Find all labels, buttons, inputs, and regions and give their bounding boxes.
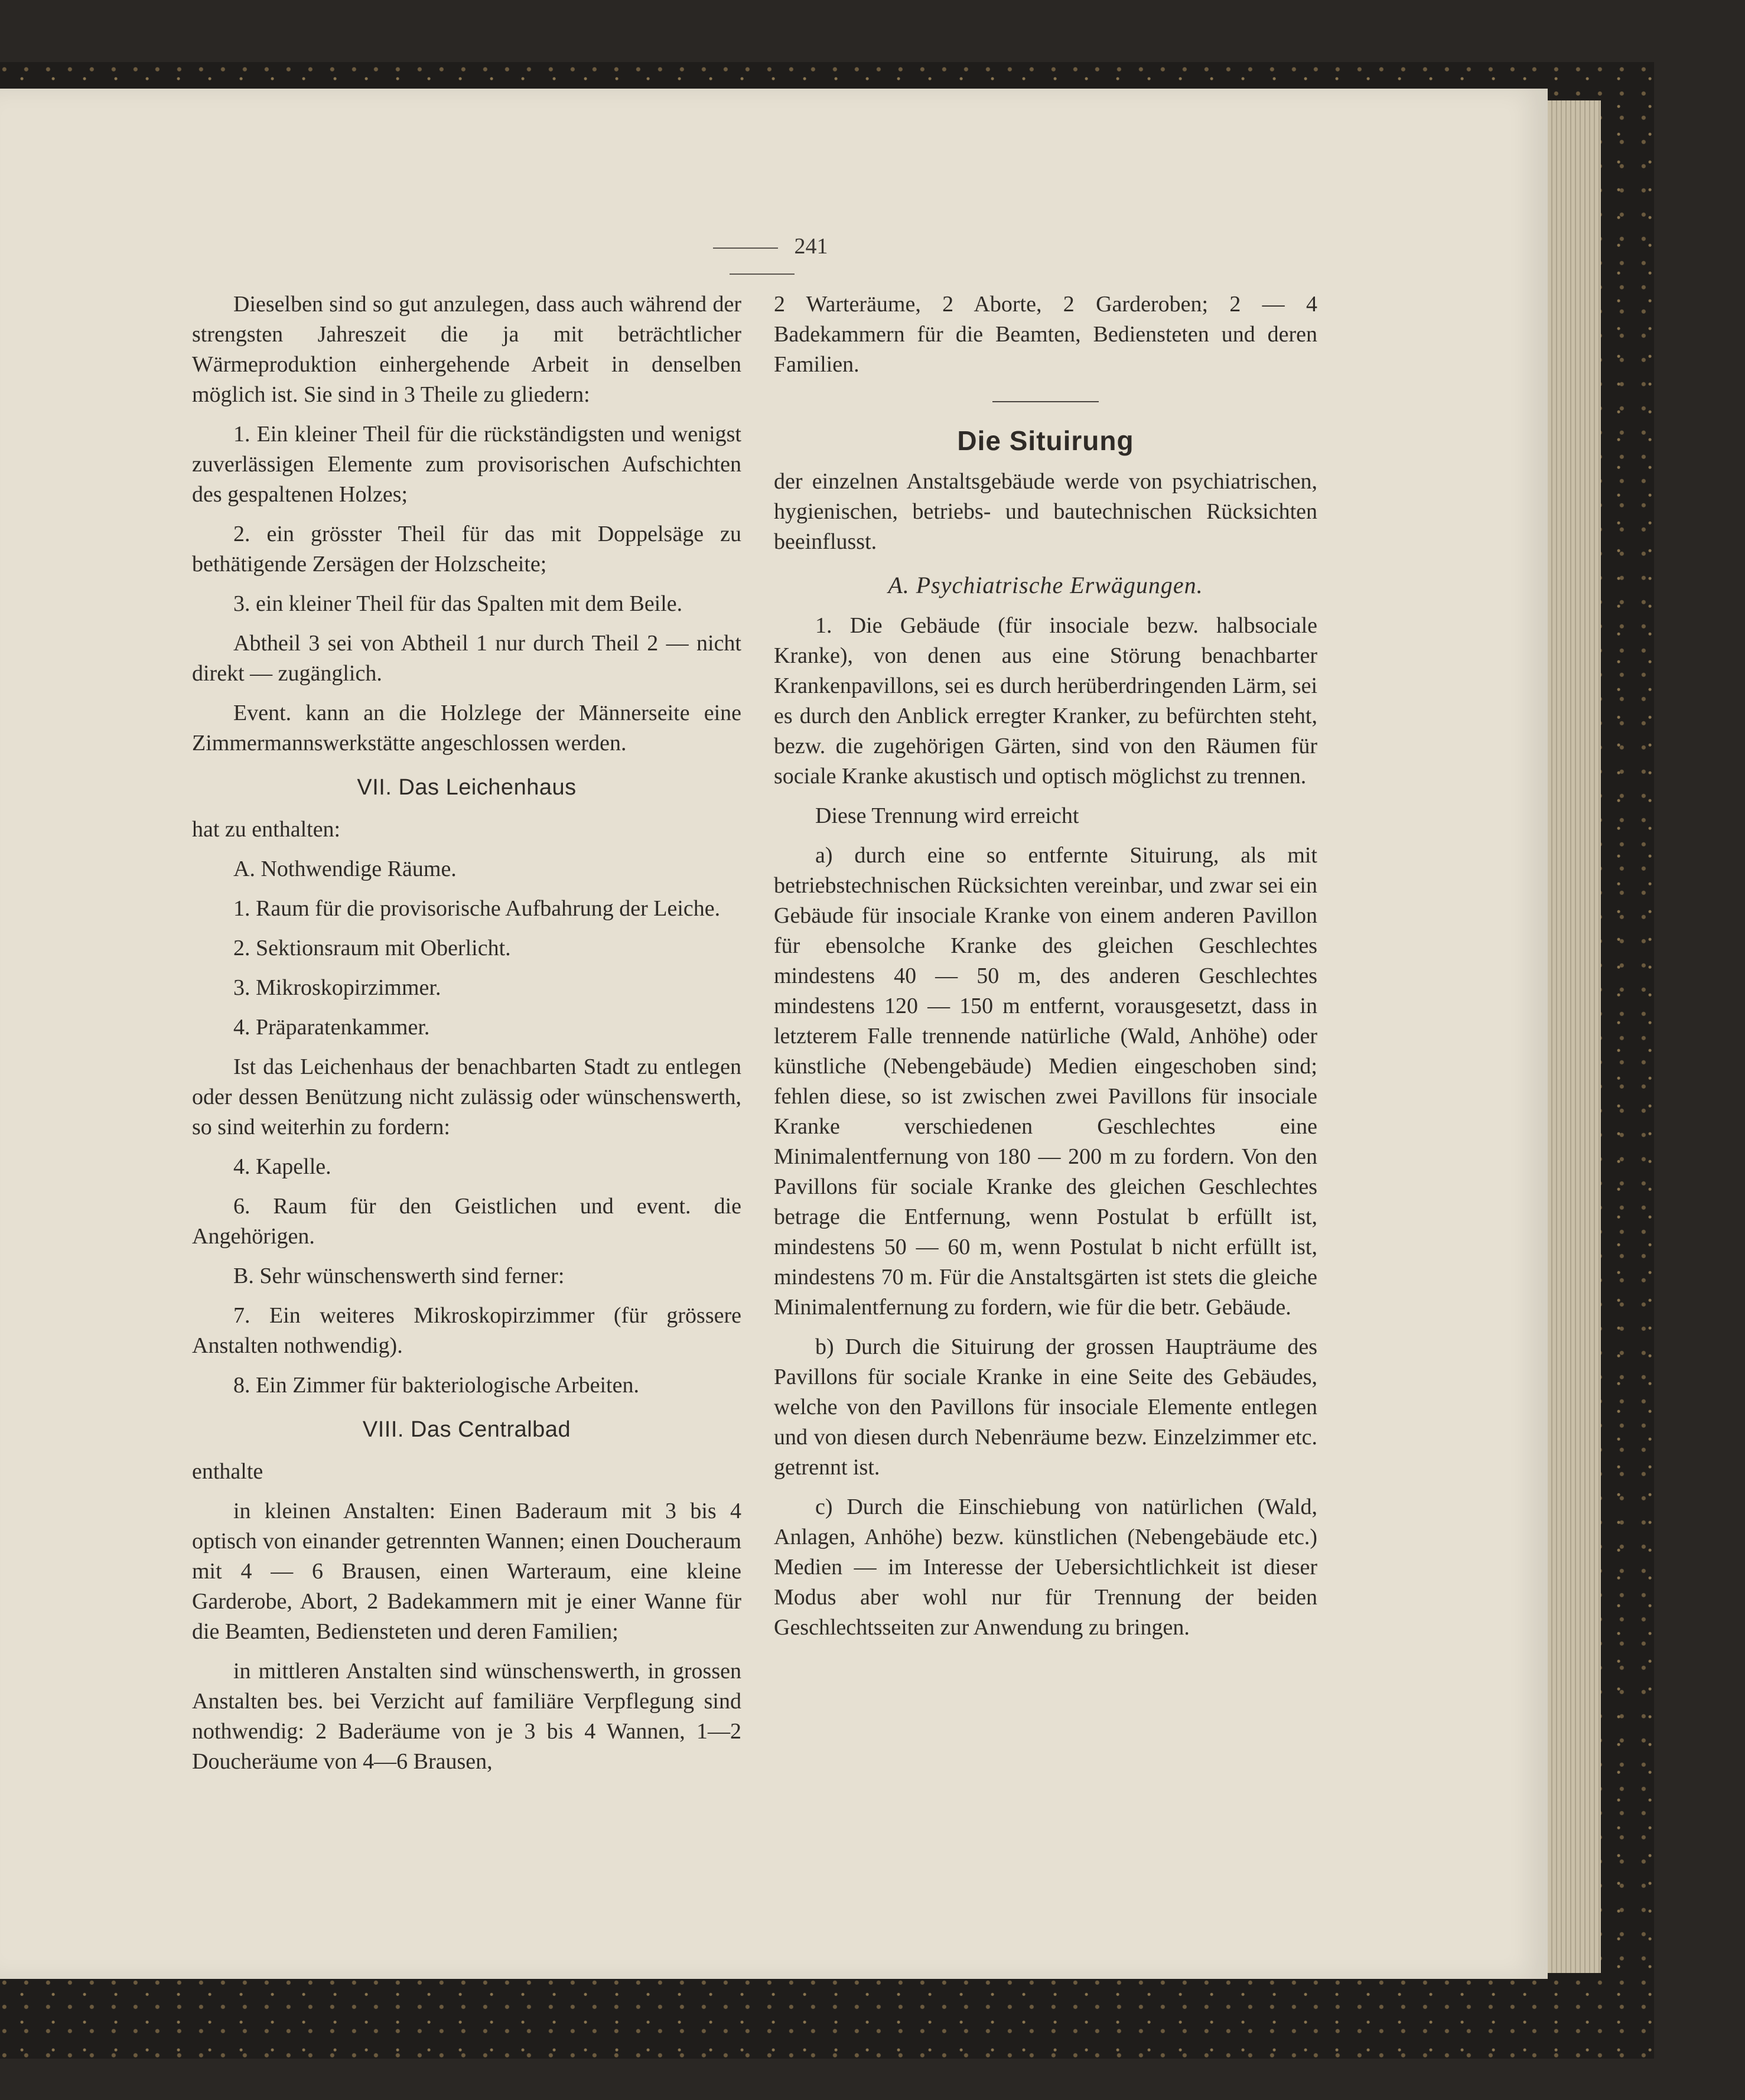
left-column (192, 289, 741, 1786)
paragraph: enthalte (192, 1459, 263, 1484)
list-item: 4. Präparatenkammer. (233, 1015, 430, 1040)
section-separator (992, 401, 1099, 402)
subsection-heading: A. Psychiatrische Erwägungen. (888, 572, 1203, 598)
paragraph: Dieselben sind so gut anzulegen, dass auch während der strengsten Jahreszeit die ja mit beträchtlicher Wärmeproduktion einhergehende Arbeit in denselben möglich ist. Sie sind in 3 Theile zu gliedern: (192, 292, 741, 407)
paragraph: der einzelnen Anstaltsgebäude werde von psychiatrischen, hygienischen, betriebs- und bautechnischen Rücksichten beeinflusst. (774, 469, 1317, 554)
paragraph: Abtheil 3 sei von Abtheil 1 nur durch Theil 2 — nicht direkt — zugänglich. (192, 631, 741, 686)
list-item: 7. Ein weiteres Mikroskopirzimmer (für grössere Anstalten nothwendig). (192, 1303, 741, 1358)
paragraph: 2 Warteräume, 2 Aborte, 2 Garderoben; 2 — 4 Badekammern für die Beamten, Bediensteten und deren Familien. (774, 292, 1317, 377)
page-number: 241 (794, 234, 828, 259)
list-item: b) Durch die Situirung der grossen Haupträume des Pavillons für sociale Kranke in eine Seite des Gebäudes, welche von den Pavillons für insociale Elemente entlegen und von diesen durch Nebenräume bezw. Einzelzimmer etc. getrennt ist. (774, 1334, 1317, 1480)
list-item: 2. Sektionsraum mit Oberlicht. (233, 936, 511, 961)
list-item: 1. Ein kleiner Theil für die rückständigsten und wenigst zuverlässigen Elemente zum provisorischen Aufschichten des gespaltenen Holzes; (192, 422, 741, 507)
section-heading-viii: VIII. Das Centralbad (362, 1417, 571, 1442)
section-heading-vii: VII. Das Leichenhaus (357, 775, 577, 800)
paragraph: 1. Die Gebäude (für insociale bezw. halbsociale Kranke), von denen aus eine Störung benachbarter Krankenpavillons, sei es durch herüberdringenden Lärm, sei es durch den Anblick erregter Kranker, zu befürchten steht, bezw. die zugehörigen Gärten, sind von den Räumen für sociale Kranke akustisch und optisch möglichst zu trennen. (774, 613, 1317, 789)
paragraph: in mittleren Anstalten sind wünschenswerth, in grossen Anstalten bes. bei Verzicht auf familiäre Verpflegung sind nothwendig: 2 Baderäume von je 3 bis 4 Wannen, 1—2 Doucheräume von 4—6 Brausen, (192, 1659, 741, 1774)
list-item: 1. Raum für die provisorische Aufbahrung der Leiche. (233, 896, 721, 921)
list-item: 3. Mikroskopirzimmer. (233, 975, 441, 1000)
list-item: c) Durch die Einschiebung von natürlichen (Wald, Anlagen, Anhöhe) bezw. künstlichen (Nebengebäude etc.) Medien — im Interesse der Uebersichtlichkeit ist dieser Modus aber wohl nur für Trennung der beiden Geschlechtsseiten zur Anwendung zu bringen. (774, 1495, 1317, 1640)
right-column (774, 289, 1317, 1652)
header-rule-left (713, 248, 778, 249)
list-item: 2. ein grösster Theil für das mit Doppelsäge zu bethätigende Zersägen der Holzscheite; (192, 522, 741, 577)
paragraph: in kleinen Anstalten: Einen Baderaum mit 3 bis 4 optisch von einander getrennten Wannen; einen Doucheraum mit 4 — 6 Brausen, einen Warteraum, eine kleine Garderobe, Abort, 2 Badekammern mit je einer Wanne für die Beamten, Bediensteten und deren Familien; (192, 1499, 741, 1644)
subheading: A. Nothwendige Räume. (233, 857, 457, 881)
list-item: 6. Raum für den Geistlichen und event. die Angehörigen. (192, 1194, 741, 1249)
page-header (650, 233, 874, 285)
subheading: B. Sehr wünschenswerth sind ferner: (233, 1264, 565, 1288)
header-rule-right (730, 274, 795, 275)
paragraph: Event. kann an die Holzlege der Männerseite eine Zimmermannswerkstätte angeschlossen werden. (192, 701, 741, 756)
list-item: 8. Ein Zimmer für bakteriologische Arbeiten. (233, 1373, 639, 1398)
list-item: 4. Kapelle. (233, 1154, 331, 1179)
paragraph: hat zu enthalten: (192, 817, 341, 842)
list-item: a) durch eine so entfernte Situirung, als mit betriebstechnischen Rücksichten vereinbar, und zwar sei ein Gebäude für insociale Kranke von einem anderen Pavillon für ebensolche Kranke des gleichen Geschlechtes mindestens 40 — 50 m, des anderen Geschlechtes mindestens 120 — 150 m entfernt, vorausgesetzt, dass in letzterem Falle trennende natürliche (Wald, Anhöhe) oder künstliche (Nebengebäude) Medien eingeschoben sind; fehlen diese, so ist zwischen zwei Pavillons für insociale Kranke verschiedenen Geschlechtes eine Minimalentfernung von 180 — 200 m zu fordern. Von den Pavillons für sociale Kranke des gleichen Geschlechtes betrage die Entfernung, wenn Postulat b erfüllt ist, mindestens 50 — 60 m, wenn Postulat b nicht erfüllt ist, mindestens 70 m. Für die Anstaltsgärten ist stets die gleiche Minimalentfernung zu fordern, wie für die betr. Gebäude. (774, 843, 1317, 1320)
section-heading-situirung: Die Situirung (957, 425, 1134, 456)
paragraph: Ist das Leichenhaus der benachbarten Stadt zu entlegen oder dessen Benützung nicht zulässig oder wünschenswerth, so sind weiterhin zu fordern: (192, 1054, 741, 1139)
paragraph: Diese Trennung wird erreicht (815, 803, 1079, 828)
list-item: 3. ein kleiner Theil für das Spalten mit dem Beile. (233, 591, 683, 616)
